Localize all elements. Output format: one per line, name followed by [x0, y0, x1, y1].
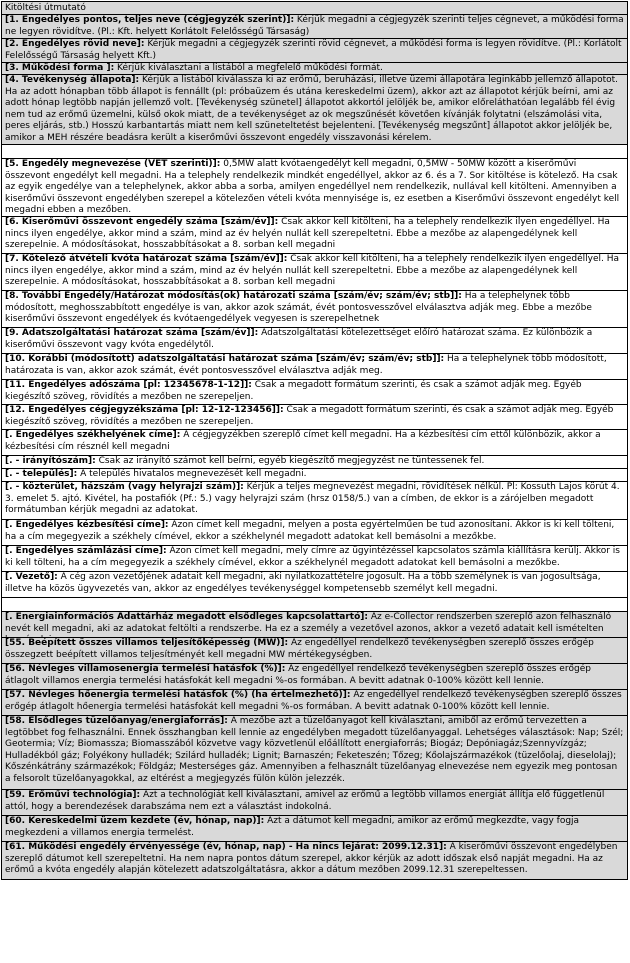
- instruction-row-5: [2, 159, 627, 217]
- field-description: Kérjük megadni a cégjegyzék szerinti teljes cégnevet, a működési forma ne legyen rövidítve. (Pl.: Kft. helyett Korlátolt Felelősségű Társaság): [5, 15, 624, 37]
- instruction-row-61: [2, 842, 627, 879]
- field-description: Adatszolgáltatási kötelezettséget előíró határozat száma. Ez különbözik a kiserőművi összevont vagy kvóta engedélytől.: [5, 328, 593, 350]
- field-label: [58. Elsődleges tüzelőanyag/energiaforrás]:: [5, 716, 228, 726]
- field-description: Ha a telephelynek több módosított, határozata is van, akkor azok számát, évét pontosvesszővel elválasztva adják meg.: [5, 354, 607, 376]
- field-description: Azon címet kell megadni, melyen a posta egyértelműen be tud azonosítani. Akkor is ki kell tölteni, ha a cím megegyezik a székhely címével, ekkor a székhelynél megadott adatokat kell bemásolni a mezőkbe.: [5, 520, 615, 542]
- field-label: [2. Engedélyes rövid neve]:: [5, 39, 145, 49]
- instruction-row-58: [2, 716, 627, 790]
- instruction-row-55: [2, 638, 627, 664]
- field-description: Azon címet kell megadni, mely címre az ügyintézéssel kapcsolatos számla kiállításra kerülj. Akkor is ki kell tölteni, ha a cím megegyezik a székhely címével, ekkor a székhelynél megadott adatokat kell bemásolni a mezőkbe.: [5, 546, 620, 568]
- field-label: [. - közterület, házszám (vagy helyrajzi szám)]:: [5, 482, 244, 492]
- instruction-row-4: [2, 75, 627, 145]
- instruction-row-seat-address: [2, 430, 627, 456]
- instruction-row-12: [2, 405, 627, 430]
- field-description: Kérjük kiválasztani a listából a megfelelő működési formát.: [114, 63, 383, 73]
- field-description: Az engedéllyel rendelkező tevékenységben szereplő összes erőgép átlagolt hőenergia termelési hatásfokát kell megadni %-os formában. A bevitt adatnak 0-100% között kell lennie.: [5, 690, 622, 712]
- spacer-row: [2, 598, 627, 612]
- field-description: A cégjegyzékben szereplő címet kell megadni. Ha a kézbesítési cím ettől különbözik, akkor a kézbesítési cím résznél kell megadni: [5, 430, 601, 452]
- instruction-row-settlement: [2, 469, 627, 482]
- field-label: [6. Kiserőművi összevont engedély száma [szám/év]]:: [5, 217, 279, 227]
- field-label: [. Engedélyes kézbesítési címe]:: [5, 520, 169, 530]
- field-label: [8. További Engedély/Határozat módosítás(ok) határozati száma [szám/év; szám/év; stb]]:: [5, 291, 462, 301]
- instruction-row-9: [2, 328, 627, 354]
- field-label: [. Vezető]:: [5, 572, 58, 582]
- field-label: [9. Adatszolgáltatási határozat száma [szám/év]]:: [5, 328, 259, 338]
- field-label: [3. Működési forma ]:: [5, 63, 115, 73]
- field-description: Azt a dátumot kell megadni, amikor az erőmű megkezdte, vagy fogja megkezdeni a villamos energia termelést.: [5, 816, 580, 838]
- field-description: Csak az irányító számot kell beírni, egyéb kiegészítő megjegyzést ne tüntessenek fel.: [95, 456, 485, 466]
- document-title: Kitöltési útmutató: [2, 2, 627, 15]
- field-description: Kérjük a listából kiválassza ki az erőmű, beruházási, illetve üzemi állapotára leginkább jellemző állapotot. Ha az adott hónapban több állapot is fennállt (pl: próbaüzem és utána kereskedelmi üzem), akkor azt az állapotot kérjük beírni, ami az adott hónap legtöbb napján jellemző volt. [Tevékenység szünetel] állapotot akkortól jelöljék be, amikor előreláthatóan legalább fél évig nem tud az erőmű üzemelni, külső okok miatt, de a tevékenységet az ok megszűnését követően kívánják folytatni (elszámolási vita, peres eljárás, stb.) Hosszú karbantartás miatt nem kell szüneteltetést bejelenteni. [Tevékenység megszűnt] állapotot akkor jelöljék be, amikor a MEH részére beadásra került a kiserőművi összevont engedély visszavonási kérelem.: [5, 75, 619, 143]
- field-label: [. Engedélyes számlázási címe]:: [5, 546, 167, 556]
- instruction-row-contact: [2, 612, 627, 638]
- field-label: [1. Engedélyes pontos, teljes neve (cégjegyzék szerint)]:: [5, 15, 295, 25]
- instruction-row-3: [2, 63, 627, 75]
- field-label: [5. Engedély megnevezése (VET szerinti)]:: [5, 159, 221, 169]
- field-label: [55. Beépített összes villamos teljesítőképesség (MW)]:: [5, 638, 289, 648]
- field-label: [11. Engedélyes adószáma [pl: 12345678-1-12]]:: [5, 380, 252, 390]
- field-description: Az engedéllyel rendelkező tevékenységben szereplő összes erőgép átlagolt villamos energia termelési hatásfokát kell megadni %-os formában. A bevitt adatnak 0-100% között kell lennie.: [5, 664, 591, 686]
- field-label: [. Engedélyes székhelyének címe]:: [5, 430, 181, 440]
- field-description: Csak akkor kell kitölteni, ha a telephely rendelkezik ilyen engedéllyel. Ha nincs ilyen engedélye, akkor mind a szám, mind az év helyén nullát kell szerepeltetni. Ebbe a mezőbe az alapengedélynek kell szerepelnie. A módosításokat, hosszabbításokat a 8. sorban kell megadni: [5, 254, 620, 288]
- field-label: [12. Engedélyes cégjegyzékszáma [pl: 12-12-123456]]:: [5, 405, 284, 415]
- field-label: [57. Névleges hőenergia termelési hatásfok (%) (ha értelmezhető)]:: [5, 690, 351, 700]
- instruction-row-delivery-address: [2, 520, 627, 546]
- field-label: [. - település]:: [5, 469, 78, 479]
- field-label: [7. Kötelező átvételi kvóta határozat száma [szám/év]]:: [5, 254, 288, 264]
- instruction-row-11: [2, 380, 627, 405]
- instruction-row-7: [2, 254, 627, 291]
- instruction-row-59: [2, 790, 627, 816]
- field-label: [60. Kereskedelmi üzem kezdete (év, hónap, nap)]:: [5, 816, 265, 826]
- field-description: Azt a technológiát kell kiválasztani, amivel az erőmű a legtöbb villamos energiát állítja elő függetlenül attól, hogy a berendezések darabszáma nem ezt a választást indokolná.: [5, 790, 605, 812]
- field-description: A kiserőművi összevont engedélyben szereplő dátumot kell szerepeltetni. Ha nem napra pontos dátum szerepel, akkor kérjük az adott időszak első napját megadni. Ha az erőmű a kvóta engedély alapján kötelezett adatszolgáltatásra, akkor a dátum mezőben 2099.12.31 szerepeltessen.: [5, 842, 618, 876]
- instruction-row-57: [2, 690, 627, 716]
- instruction-row-8: [2, 291, 627, 328]
- instruction-row-6: [2, 217, 627, 254]
- field-description: Csak a megadott formátum szerinti, és csak a számot adják meg. Egyéb kiegészítő szöveg, rövidítés a mezőben ne szerepeljen.: [5, 380, 582, 402]
- field-description: Kérjük megadni a cégjegyzék szerinti rövid cégnevet, a működési forma is legyen rövidítve. (Pl.: Korlátolt Felelősségű Társaság helyett Kft.): [5, 39, 622, 61]
- instruction-row-postcode: [2, 456, 627, 469]
- field-description: Csak akkor kell kitölteni, ha a telephely rendelkezik ilyen engedéllyel. Ha nincs ilyen engedélye, akkor mind a szám, mind az év helyén nullát kell szerepeltetni. Ebbe a mezőbe az alapengedélynek kell szerepelnie. A módosításokat, hosszabbításokat a 8. sorban kell megadni: [5, 217, 610, 251]
- instruction-row-56: [2, 664, 627, 690]
- field-label: [61. Működési engedély érvényessége (év, hónap, nap) - Ha nincs lejárat: 2099.12.31]:: [5, 842, 447, 852]
- instruction-row-manager: [2, 572, 627, 598]
- spacer-row: [2, 145, 627, 159]
- field-description: Az engedéllyel rendelkező tevékenységben szereplő összes erőgép összegzett beépített villamos teljesítményét kell megadni MW mértékegységben.: [5, 638, 594, 660]
- instruction-row-billing-address: [2, 546, 627, 572]
- instruction-row-street: [2, 482, 627, 520]
- field-description: A település hivatalos megnevezését kell megadni.: [77, 469, 307, 479]
- field-description: Az e-Collector rendszerben szereplő azon felhasználó nevét kell megadni, aki az adatokat feltölti a rendszerbe. Ha ez a személy a vezetővel azonos, akkor a vezető adatait kell ismételten: [5, 612, 612, 634]
- instruction-row-60: [2, 816, 627, 842]
- field-description: A cég azon vezetőjének adatait kell megadni, aki nyilatkozattételre jogosult. Ha a több személynek is van jogosultsága, illetve ha közös ügyvezetés van, akkor az engedélyes tevékenységgel kompetensebb személyt kell megadni.: [5, 572, 601, 594]
- instruction-row-2: [2, 39, 627, 63]
- field-label: [. - irányítószám]:: [5, 456, 96, 466]
- field-description: A mezőbe azt a tüzelőanyagot kell kiválasztani, amiből az erőmű tervezetten a legtöbbet fog felhasználni. Ennek összhangban kell lennie az engedélyben megadott tüzelőanyaggal. Lehetséges választások: Nap; Szél; Geotermia; Víz; Biomassza; Biomasszából közvetve vagy közvetlenül előállított energiaforrás; Biogáz; Depóniagáz;Szennyvízgáz; Hulladékból gáz; Folyékony hulladék; Szilárd hulladék; Lignit; Barnaszén; Feketeszén; Tőzeg; Kőolajszármazékok (tüzelőolaj, dieselolaj); Kőszénkátrány származékok; Földgáz; Mesterséges gáz. Amennyiben a felhasznált tüzelőanyag elnevezése nem egyezik meg pontosan a felsorolt tüzelőanyagokkal, az eltérést a megjegyzés fülön külön jelezzék.: [5, 716, 624, 784]
- field-description: Csak a megadott formátum szerinti, és csak a számot adják meg. Egyéb kiegészítő szöveg, rövidítés a mezőben ne szerepeljen.: [5, 405, 614, 427]
- field-description: Kérjük a teljes megnevezést megadni, rövidítések nélkül. Pl: Kossuth Lajos körút 4. 3. emelet 5. ajtó. Kivétel, ha postafiók (Pf.: 5.) vagy helyrajzi szám (hrsz 0158/5.) van a címben, de ekkor is a zárójelben megadott formátumban kérjük megadni az adatokat.: [5, 482, 620, 516]
- field-label: [10. Korábbi (módosított) adatszolgáltatási határozat száma [szám/év; szám/év; stb]]:: [5, 354, 445, 364]
- field-label: [4. Tevékenység állapota]:: [5, 75, 140, 85]
- instruction-row-1: [2, 15, 627, 39]
- instruction-row-10: [2, 354, 627, 380]
- field-label: [. Energiainformációs Adattárház megadott elsődleges kapcsolattartó]:: [5, 612, 368, 622]
- instructions-table: [1, 1, 628, 880]
- field-label: [59. Erőművi technológia]:: [5, 790, 141, 800]
- field-description: 0,5MW alatt kvótaengedélyt kell megadni, 0,5MW - 50MW között a kiserőművi összevont engedélyt kell megadni. Ha a telephely rendelkezik mindkét engedéllyel, akkor az 6. és a 7. Sor kitöltése is kötelező. Ha csak az egyik engedélye van a telephelynek, akkor abba a sorba, amilyen engedéllyel nem rendelkezik, nullával kell kitölteni. Amennyiben a kiserőművi összevont engedélyben szerepel a kötelezően vételi kvóta mennyisége is, ez esetben a Kiserőművi összevont engedélyt kell megadni ebben a mezőben.: [5, 159, 620, 216]
- field-description: Ha a telephelynek több módosított, meghosszabbított engedélye is van, akkor azok számát, évét pontosvesszővel elválasztva adják meg. Ebbe a mezőbe kiserőművi összevont engedélyek és kvótaengedélyek vegyesen is szerepelhetnek: [5, 291, 592, 325]
- field-label: [56. Névleges villamosenergia termelési hatásfok (%)]:: [5, 664, 286, 674]
